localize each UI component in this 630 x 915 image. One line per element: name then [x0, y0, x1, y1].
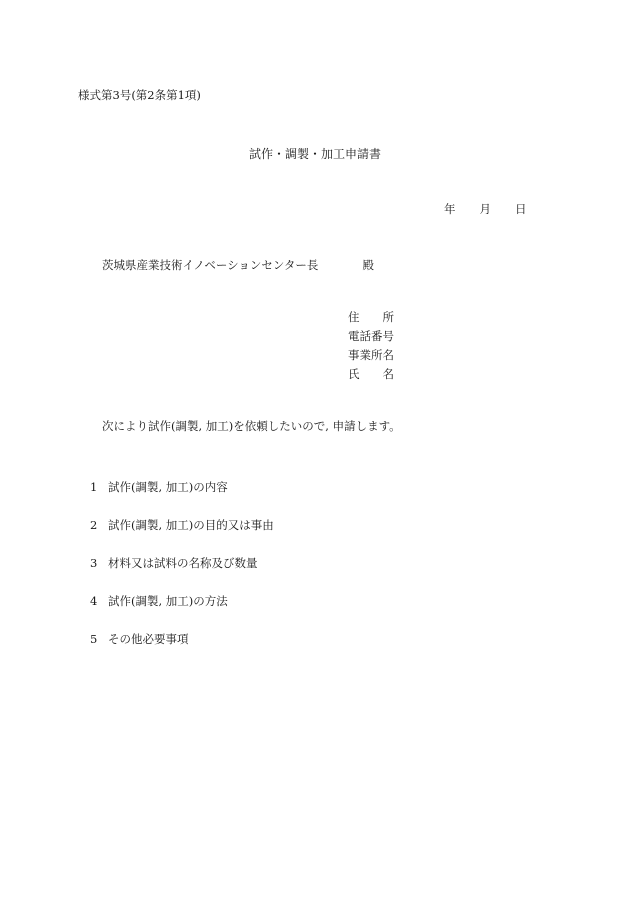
item-number: 1 — [90, 480, 98, 494]
applicant-office-label: 事業所名 — [348, 348, 394, 362]
list-item — [90, 558, 258, 570]
addressee-honorific: 殿 — [362, 258, 374, 272]
form-number: 様式第3号(第2条第1項) — [78, 88, 201, 102]
year-label: 年 — [444, 202, 456, 216]
applicant-phone-label: 電話番号 — [348, 329, 394, 343]
addressee — [102, 260, 374, 272]
document-title: 試作・調製・加工申請書 — [248, 147, 381, 161]
day-label: 日 — [515, 202, 527, 216]
item-text: 試作(調製, 加工)の方法 — [108, 594, 228, 608]
item-text: 試作(調製, 加工)の目的又は事由 — [108, 518, 274, 532]
item-text: 試作(調製, 加工)の内容 — [108, 480, 228, 494]
item-number: 4 — [90, 594, 98, 608]
item-number: 5 — [90, 632, 98, 646]
request-statement: 次により試作(調製, 加工)を依頼したいので, 申請します。 — [102, 419, 401, 433]
applicant-address-label: 住 所 — [348, 310, 394, 324]
date-line — [444, 204, 527, 216]
applicant-name-label: 氏 名 — [348, 367, 394, 381]
month-label: 月 — [479, 202, 491, 216]
list-item — [90, 482, 228, 494]
list-item — [90, 520, 274, 532]
list-item — [90, 596, 228, 608]
addressee-name: 茨城県産業技術イノベーションセンター長 — [102, 258, 319, 272]
item-text: その他必要事項 — [108, 632, 189, 646]
list-item — [90, 634, 189, 646]
applicant-block — [348, 312, 394, 388]
item-number: 2 — [90, 518, 98, 532]
item-number: 3 — [90, 556, 98, 570]
item-text: 材料又は試料の名称及び数量 — [108, 556, 258, 570]
